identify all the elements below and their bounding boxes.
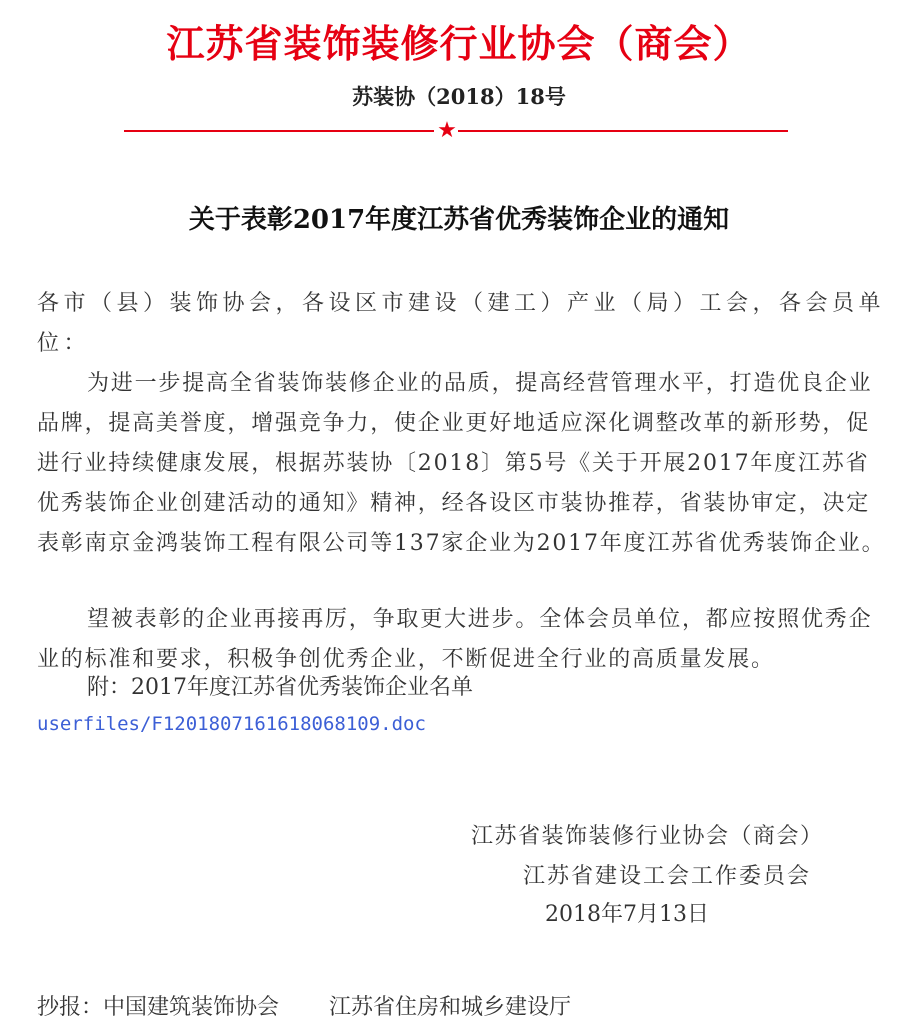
attachment-label: 附：2017年度江苏省优秀装饰企业名单	[87, 675, 473, 700]
signature-org-2: 江苏省建设工会工作委员会	[523, 864, 812, 889]
signature-org-1: 江苏省装饰装修行业协会（商会）	[471, 824, 824, 849]
divider-line-left	[124, 130, 434, 132]
divider-line-right	[458, 130, 788, 132]
cc-line	[37, 990, 571, 1026]
body-paragraph-1: 为进一步提高全省装饰装修企业的品质，提高经营管理水平，打造优良企业品牌，提高美誉度，增强竞争力，使企业更好地适应深化调整改革的新形势，促进行业持续健康发展，根据苏装协〔2018〕第5号《关于开展2017年度江苏省优秀装饰企业创建活动的通知》精神，经各设区市装协推荐，省装协审定，决定表彰南京金鸿装饰工程有限公司等137家企业为2017年度江苏省优秀装饰企业。	[37, 371, 886, 556]
cc-recipient-1: 中国建筑装饰协会	[103, 995, 280, 1020]
salutation: 各市（县）装饰协会，各设区市建设（建工）产业（局）工会，各会员单位：	[37, 291, 886, 356]
document-number: 苏装协（2018）18号	[352, 84, 566, 109]
cc-label: 抄报：	[37, 995, 104, 1020]
star-icon: ★	[437, 118, 457, 143]
red-divider	[124, 118, 788, 144]
attachment-file-link[interactable]: userfiles/F1201807161618068109.doc	[37, 713, 426, 735]
org-title: 江苏省装饰装修行业协会（商会）	[166, 21, 752, 66]
body-paragraph-2: 望被表彰的企业再接再厉，争取更大进步。全体会员单位，都应按照优秀企业的标准和要求，积极争创优秀企业，不断促进全行业的高质量发展。	[37, 607, 873, 672]
signature-date: 2018年7月13日	[545, 902, 709, 927]
notice-title: 关于表彰2017年度江苏省优秀装饰企业的通知	[188, 205, 730, 235]
cc-recipient-2: 江苏省住房和城乡建设厅	[329, 995, 572, 1020]
